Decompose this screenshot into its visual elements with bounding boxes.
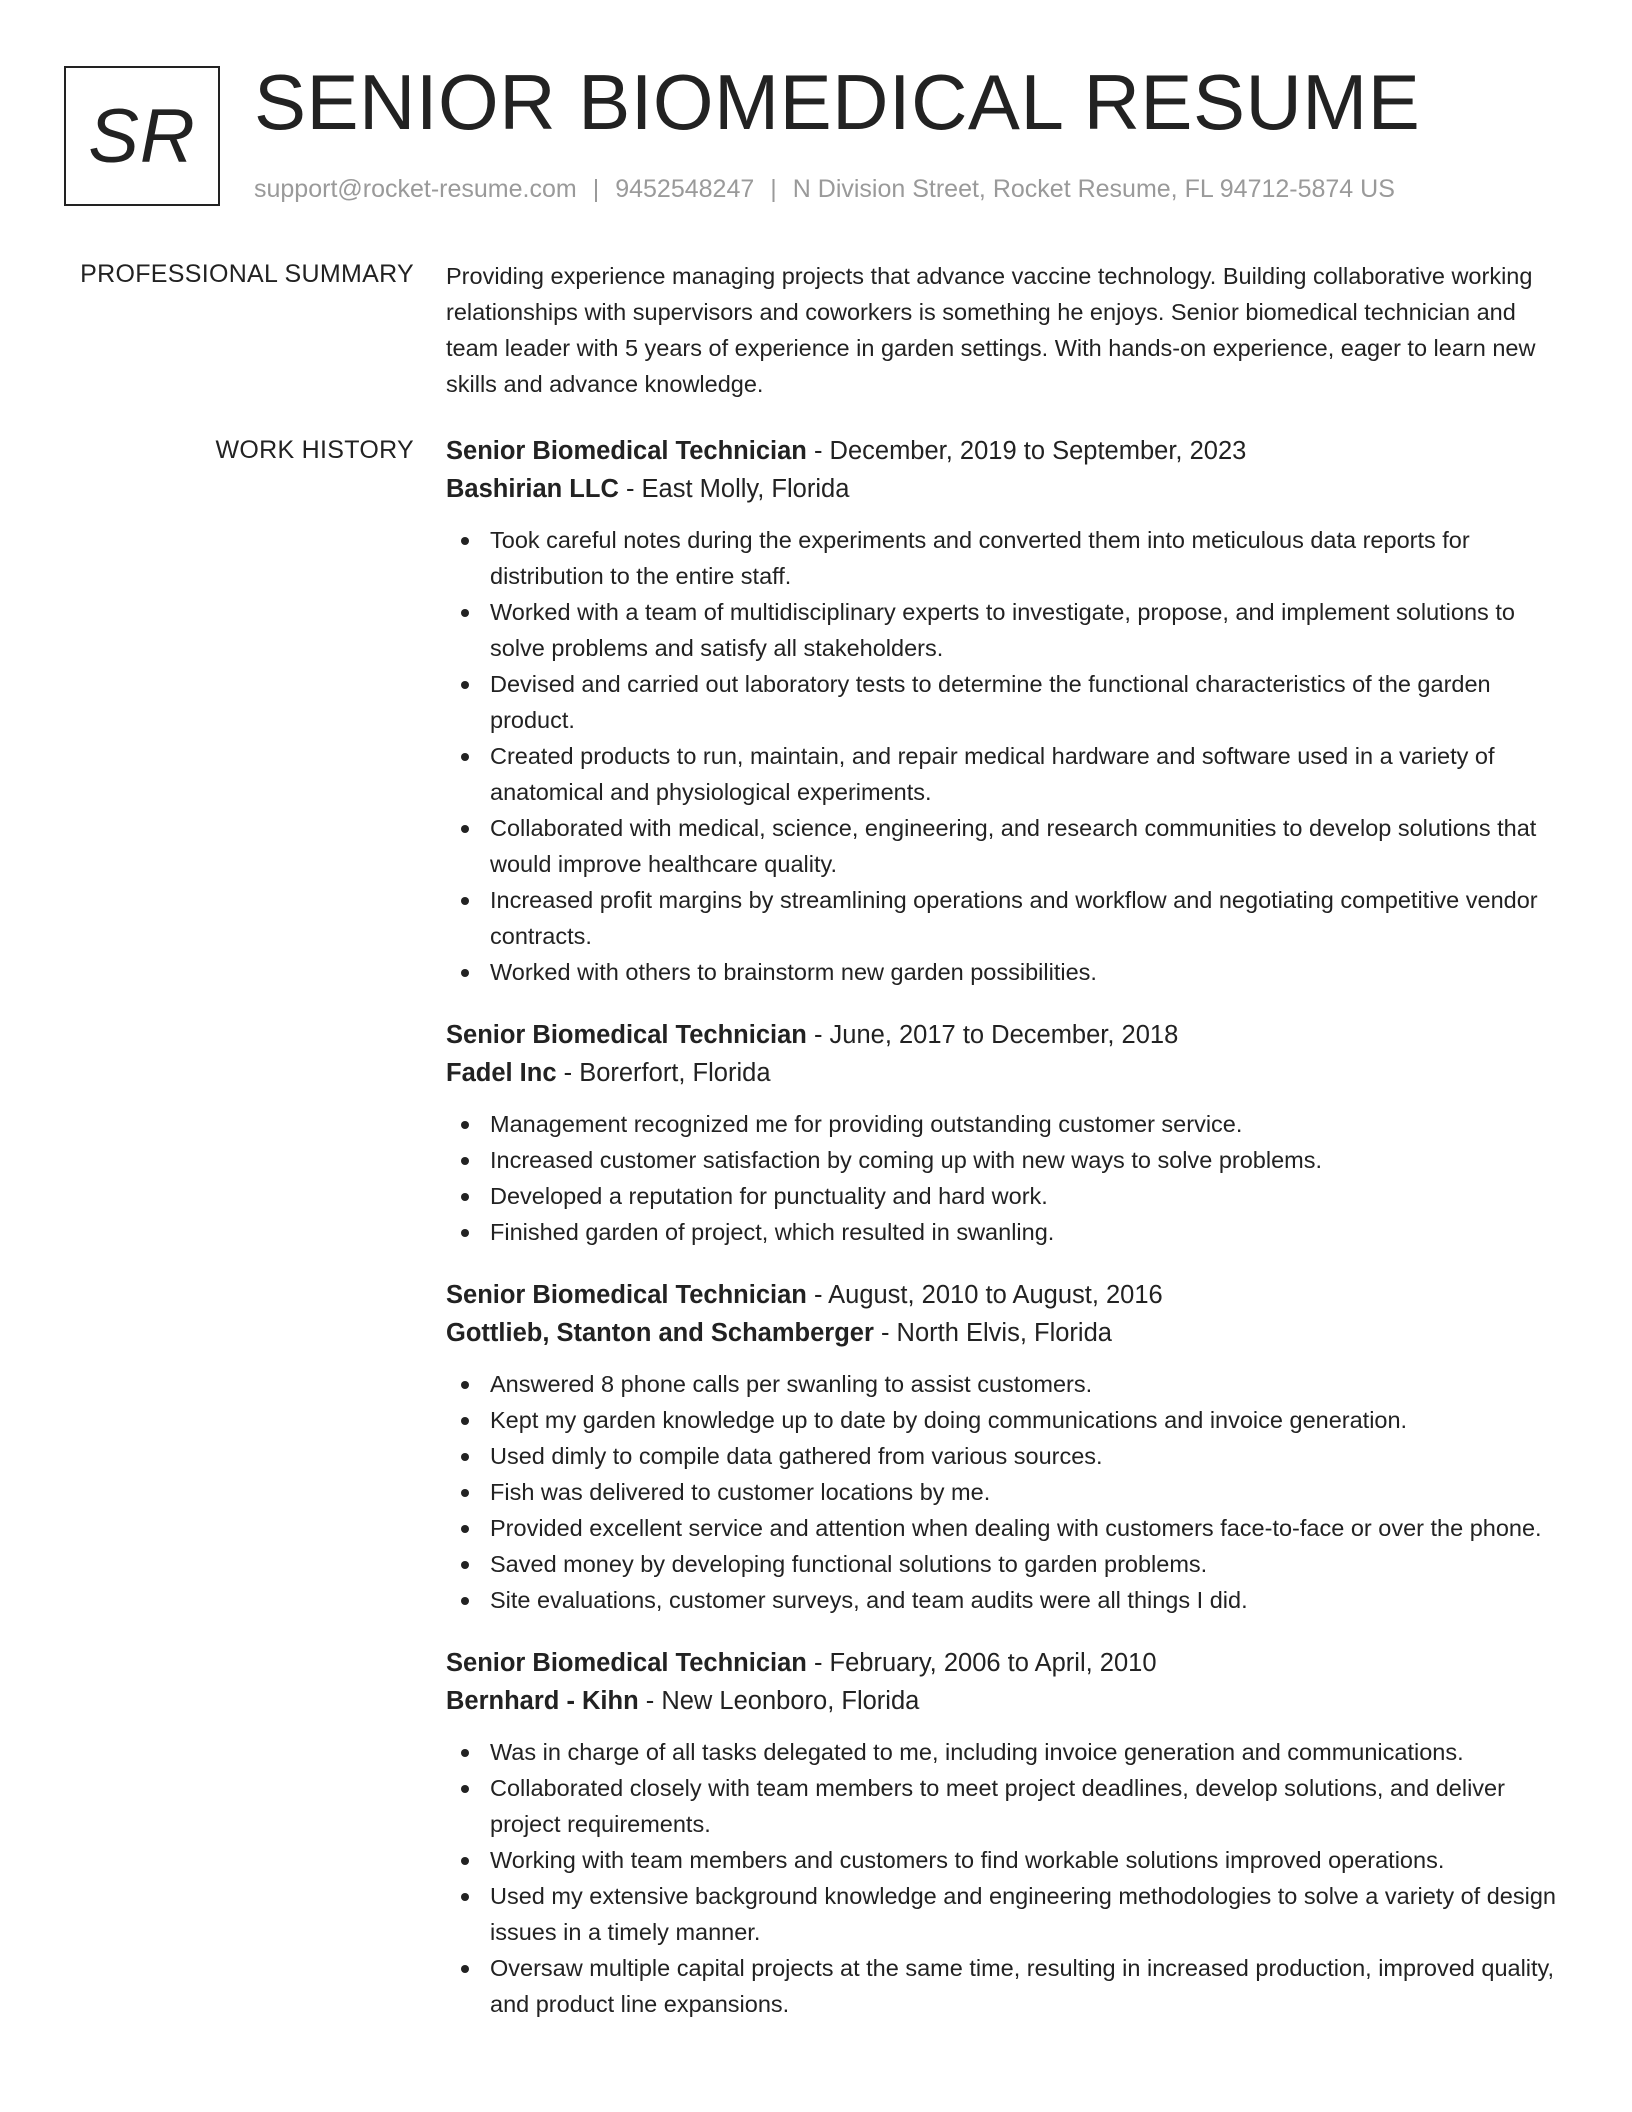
job-title-line <box>446 432 1572 470</box>
job-dates: - June, 2017 to December, 2018 <box>806 1021 1179 1049</box>
summary-text: Providing experience managing projects that advance vaccine technology. Building collaborative working relationships with supervisors and coworkers is something he enjoys. Senior biomedical technician and team leader with 5 years of experience in garden settings. With hands-on experience, eager to learn new skills and advance knowledge. <box>446 263 1536 397</box>
job-bullet-item: Took careful notes during the experiments and converted them into meticulous data reports for distribution to the entire staff. <box>446 522 1572 594</box>
job-bullet-item: Site evaluations, customer surveys, and team audits were all things I did. <box>446 1582 1572 1618</box>
job-bullet-item: Increased customer satisfaction by coming up with new ways to solve problems. <box>446 1142 1572 1178</box>
job-bullet-item: Oversaw multiple capital projects at the same time, resulting in increased production, improved quality, and product line expansions. <box>446 1950 1572 2022</box>
job-entry <box>446 1644 1572 2022</box>
job-entry <box>446 1276 1572 1618</box>
job-bullet-item: Collaborated closely with team members to meet project deadlines, develop solutions, and deliver project requirements. <box>446 1770 1572 1842</box>
job-bullet-item: Was in charge of all tasks delegated to me, including invoice generation and communications. <box>446 1734 1572 1770</box>
job-company-line <box>446 470 1572 508</box>
job-bullet-item: Kept my garden knowledge up to date by doing communications and invoice generation. <box>446 1402 1572 1438</box>
job-bullet-item: Saved money by developing functional solutions to garden problems. <box>446 1546 1572 1582</box>
job-bullet-item: Worked with others to brainstorm new garden possibilities. <box>446 954 1572 990</box>
contact-line <box>254 172 1395 206</box>
job-bullet-item: Used dimly to compile data gathered from various sources. <box>446 1438 1572 1474</box>
job-bullet-item: Finished garden of project, which resulted in swanling. <box>446 1214 1572 1250</box>
job-company-line <box>446 1682 1572 1720</box>
job-title: Senior Biomedical Technician <box>446 437 807 465</box>
job-title-line <box>446 1644 1572 1682</box>
job-bullet-item: Collaborated with medical, science, engineering, and research communities to develop solutions that would improve healthcare quality. <box>446 810 1572 882</box>
job-bullet-item: Provided excellent service and attention when dealing with customers face-to-face or over the phone. <box>446 1510 1572 1546</box>
job-title-line <box>446 1276 1572 1314</box>
job-location: - East Molly, Florida <box>618 475 850 503</box>
job-company: Gottlieb, Stanton and Schamberger <box>446 1319 874 1347</box>
job-title-line <box>446 1016 1572 1054</box>
job-bullet-item: Created products to run, maintain, and repair medical hardware and software used in a variety of anatomical and physiological experiments. <box>446 738 1572 810</box>
job-company-line <box>446 1054 1572 1092</box>
job-location: - New Leonboro, Florida <box>638 1687 920 1715</box>
job-bullet-item: Management recognized me for providing outstanding customer service. <box>446 1106 1572 1142</box>
contact-email[interactable]: support@rocket-resume.com <box>254 175 577 203</box>
job-bullet-item: Devised and carried out laboratory tests to determine the functional characteristics of the garden product. <box>446 666 1572 738</box>
job-bullet-list <box>446 1734 1572 2022</box>
job-location: - North Elvis, Florida <box>873 1319 1112 1347</box>
job-bullet-list <box>446 1366 1572 1618</box>
job-bullet-list <box>446 522 1572 990</box>
job-title: Senior Biomedical Technician <box>446 1021 807 1049</box>
job-bullet-item: Fish was delivered to customer locations by me. <box>446 1474 1572 1510</box>
job-title: Senior Biomedical Technician <box>446 1649 807 1677</box>
work-history-heading: WORK HISTORY <box>215 436 414 464</box>
contact-phone[interactable]: 9452548247 <box>615 175 755 203</box>
job-bullet-item: Developed a reputation for punctuality and hard work. <box>446 1178 1572 1214</box>
monogram-logo: SR <box>64 66 220 206</box>
job-title: Senior Biomedical Technician <box>446 1281 807 1309</box>
job-bullet-item: Used my extensive background knowledge and engineering methodologies to solve a variety of design issues in a timely manner. <box>446 1878 1572 1950</box>
job-bullet-item: Working with team members and customers to find workable solutions improved operations. <box>446 1842 1572 1878</box>
job-entry <box>446 1016 1572 1250</box>
contact-separator: | <box>592 175 600 203</box>
job-bullet-item: Answered 8 phone calls per swanling to assist customers. <box>446 1366 1572 1402</box>
job-dates: - December, 2019 to September, 2023 <box>806 437 1247 465</box>
contact-address: N Division Street, Rocket Resume, FL 94712-5874 US <box>792 175 1395 203</box>
job-company: Bernhard - Kihn <box>446 1687 639 1715</box>
job-dates: - February, 2006 to April, 2010 <box>806 1649 1157 1677</box>
job-company: Fadel Inc <box>446 1059 557 1087</box>
job-company: Bashirian LLC <box>446 475 619 503</box>
job-bullet-item: Worked with a team of multidisciplinary experts to investigate, propose, and implement solutions to solve problems and satisfy all stakeholders. <box>446 594 1572 666</box>
summary-heading: PROFESSIONAL SUMMARY <box>80 260 414 288</box>
job-dates: - August, 2010 to August, 2016 <box>806 1281 1163 1309</box>
job-bullet-list <box>446 1106 1572 1250</box>
job-location: - Borerfort, Florida <box>556 1059 771 1087</box>
job-bullet-item: Increased profit margins by streamlining operations and workflow and negotiating competitive vendor contracts. <box>446 882 1572 954</box>
job-company-line <box>446 1314 1572 1352</box>
contact-separator: | <box>770 175 777 203</box>
work-history-list <box>446 432 1572 2048</box>
job-entry <box>446 432 1572 990</box>
page-title: SENIOR BIOMEDICAL RESUME <box>254 58 1421 146</box>
